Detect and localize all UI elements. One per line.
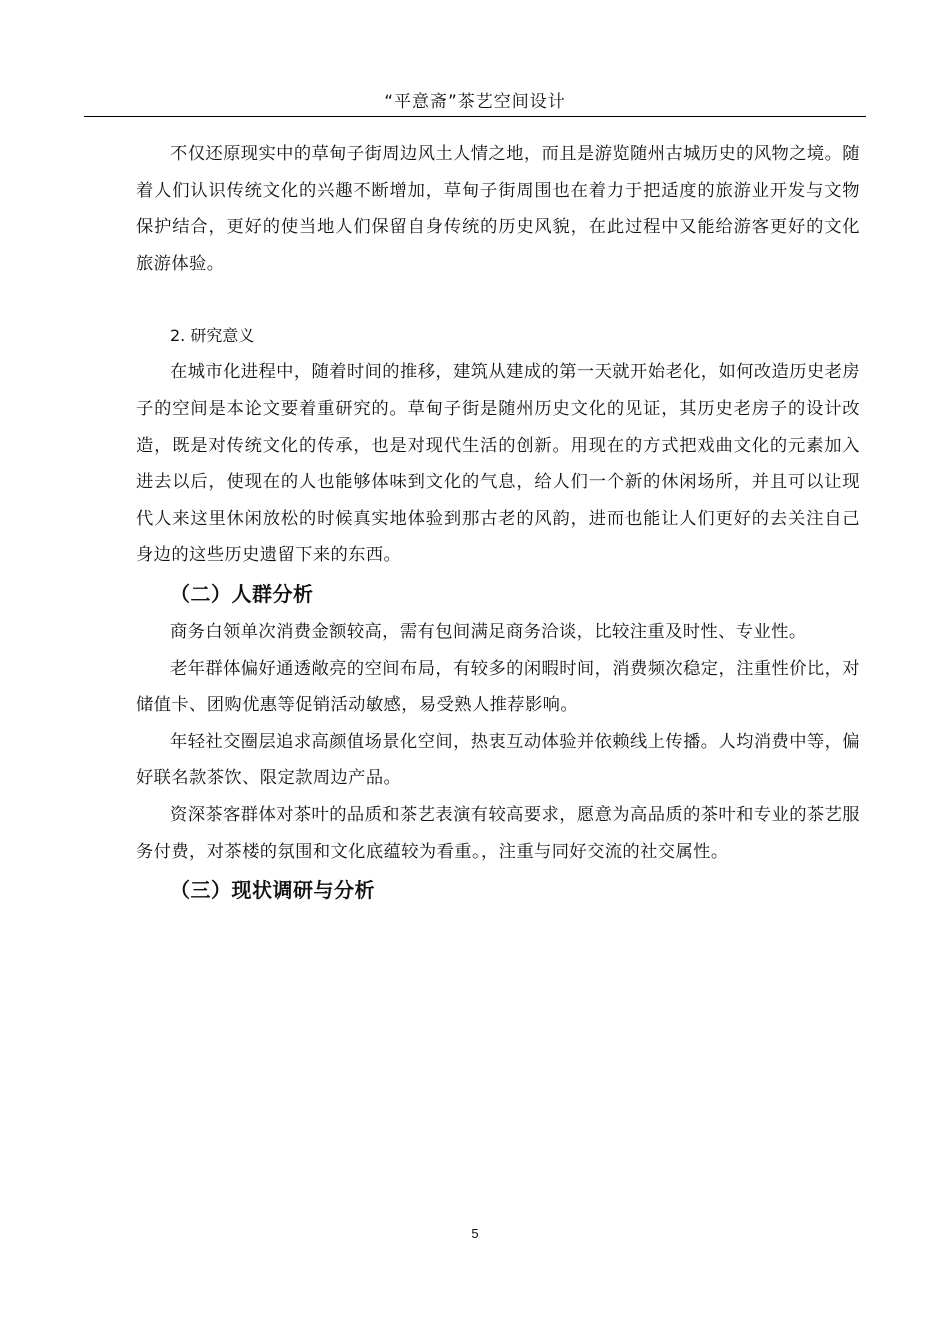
crowd-paragraph-elderly: 老年群体偏好通透敞亮的空间布局，有较多的闲暇时间，消费频次稳定，注重性价比，对储值卡、团购优惠等促销活动敏感，易受熟人推荐影响。 [136,658,860,716]
research-significance-heading: 2. 研究意义 [170,326,255,346]
status-research-heading: （三）现状调研与分析 [170,878,375,903]
intro-paragraph: 不仅还原现实中的草甸子街周边风土人情之地，而且是游览随州古城历史的风物之境。随着人们认识传统文化的兴趣不断增加，草甸子街周围也在着力于把适度的旅游业开发与文物保护结合，更好的使当地人们保留自身传统的历史风貌，在此过程中又能给游客更好的文化旅游体验。 [136,144,860,274]
research-paragraph: 在城市化进程中，随着时间的推移，建筑从建成的第一天就开始老化，如何改造历史老房子的空间是本论文要着重研究的。草甸子街是随州历史文化的见证，其历史老房子的设计改造，既是对传统文化的传承，也是对现代生活的创新。用现在的方式把戏曲文化的元素加入进去以后，使现在的人也能够体味到文化的气息，给人们一个新的休闲场所，并且可以让现代人来这里休闲放松的时候真实地体验到那古老的风韵，进而也能让人们更好的去关注自己身边的这些历史遗留下来的东西。 [136,362,860,566]
crowd-paragraph-tea-connoisseur: 资深茶客群体对茶叶的品质和茶艺表演有较高要求，愿意为高品质的茶叶和专业的茶艺服务付费，对茶楼的氛围和文化底蕴较为看重。，注重与同好交流的社交属性。 [136,804,860,862]
crowd-analysis-heading: （二）人群分析 [170,581,314,606]
paragraph-spacer [136,282,860,318]
page-body [136,136,860,910]
header-divider [84,116,866,117]
crowd-paragraph-business: 商务白领单次消费金额较高，需有包间满足商务洽谈，比较注重及时性、专业性。 [170,621,807,642]
running-header: “平意斋”茶艺空间设计 [384,92,566,112]
page-number: 5 [471,1226,479,1241]
crowd-paragraph-young: 年轻社交圈层追求高颜值场景化空间，热衷互动体验并依赖线上传播。人均消费中等，偏好联名款茶饮、限定款周边产品。 [136,731,860,789]
